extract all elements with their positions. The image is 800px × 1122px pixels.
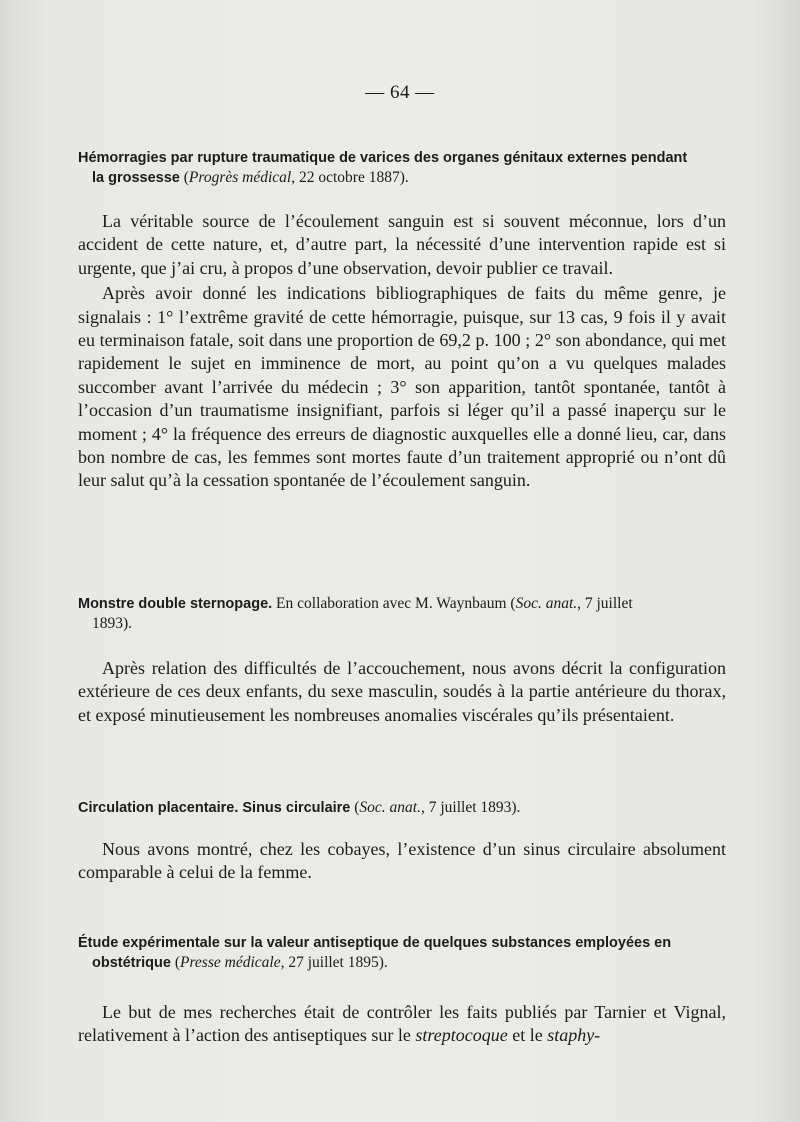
section-monstre-double <box>78 594 726 727</box>
paragraph: Après avoir donné les indications bibliographiques de faits du même genre, je signalais : 1° l’extrême gravité de cette hémorragie, puisque, sur 13 cas, 9 fois il y avait eu terminaison fatale, soit dans une proportion de 69,2 p. 100 ; 2° son abondance, qui met rapidement le sujet en imminence de mort, au point qu’on a vu quelques malades succomber avant l’arrivée du médecin ; 3° son apparition, tantôt spontanée, tantôt à l’occasion d’un traumatisme insignifiant, parfois si léger qu’il a passé inaperçu sur le moment ; 4° la fréquence des erreurs de diagnostic auxquelles elle a donné lieu, car, dans bon nombre de cas, les femmes sont mortes faute d’un traitement approprié ou n’ont dû leur salut qu’à la cessation spontanée de l’écoulement sanguin. <box>78 283 726 491</box>
section-heading: Circulation placentaire. Sinus circulaire (Soc. anat., 7 juillet 1893). <box>78 799 521 816</box>
paragraph: Après relation des difficultés de l’accouchement, nous avons décrit la configuration extérieure de ces deux enfants, du sexe masculin, soudés à la partie antérieure du thorax, et exposé minutieusement les nombreuses anomalies viscérales qu’ils présentaient. <box>78 658 726 725</box>
paragraph: Le but de mes recherches était de contrôler les faits publiés par Tarnier et Vignal, relativement à l’action des antiseptiques sur le streptocoque et le staphy- <box>78 1002 726 1046</box>
section-title: Hémorragies par rupture traumatique de varices des organes génitaux externes pendant <box>78 150 688 166</box>
section-title: Étude expérimentale sur la valeur antiseptique de quelques substances employées en <box>78 935 672 951</box>
journal-reference: Presse médicale <box>180 954 281 971</box>
paragraph: La véritable source de l’écoulement sanguin est si souvent méconnue, lors d’un accident de cette nature, et, d’autre part, la nécessité d’une intervention rapide est si urgente, que j’ai cru, à propos d’une observation, devoir publier ce travail. <box>78 211 726 278</box>
journal-reference: Progrès médical <box>188 169 292 186</box>
section-title: Circulation placentaire. Sinus circulaire <box>78 800 351 816</box>
section-heading: Monstre double sternopage. En collaboration avec M. Waynbaum (Soc. anat., 7 juillet 1893). <box>78 595 633 632</box>
section-circulation-placentaire <box>78 798 726 885</box>
section-title-continuation: la grossesse (Progrès médical, 22 octobre 1887). <box>92 169 409 186</box>
section-title-continuation: obstétrique (Presse médicale, 27 juillet 1895). <box>92 954 388 971</box>
section-heading <box>78 148 726 188</box>
page-number: — 64 — <box>365 82 435 103</box>
journal-reference: Soc. anat. <box>515 595 578 612</box>
section-title: Monstre double sternopage. <box>78 596 273 612</box>
journal-reference: Soc. anat. <box>359 799 421 816</box>
section-hemorragies <box>78 148 726 493</box>
section-heading <box>78 933 726 973</box>
section-etude-experimentale <box>78 933 726 1048</box>
paragraph: Nous avons montré, chez les cobayes, l’existence d’un sinus circulaire absolument comparable à celui de la femme. <box>78 839 726 883</box>
